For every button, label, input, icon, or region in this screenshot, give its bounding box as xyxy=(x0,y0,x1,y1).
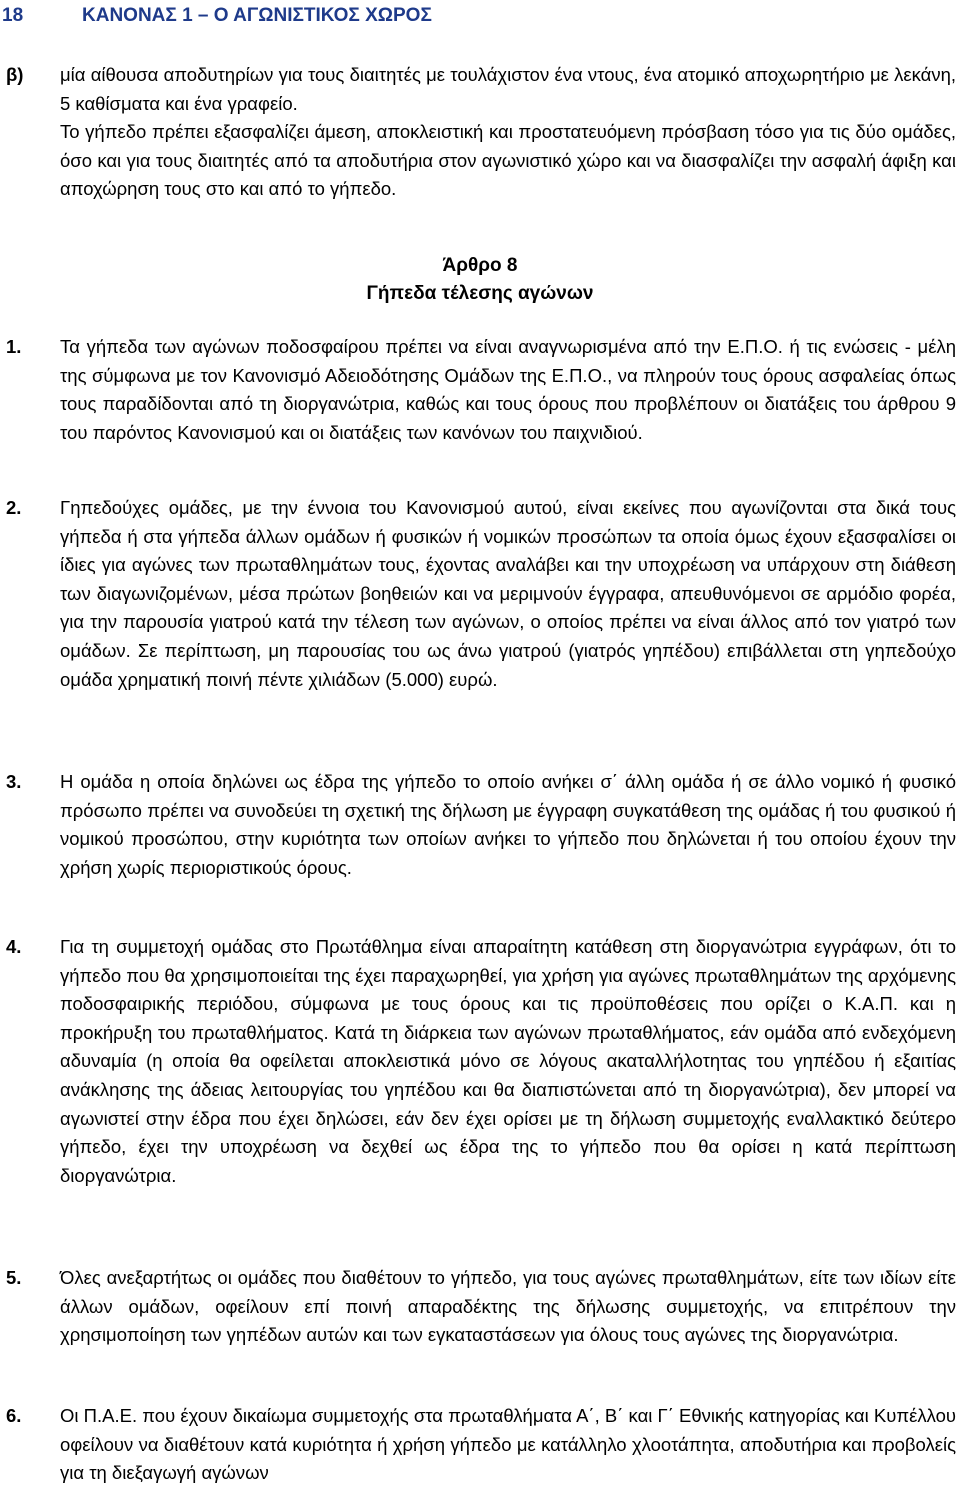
item-text: Τα γήπεδα των αγώνων ποδοσφαίρου πρέπει να είναι αναγνωρισμένα από την Ε.Π.Ο. ή τις ενώσεις - μέλη της σύμφωνα με τον Κανονισμό Αδειοδότησης Ομάδων της Ε.Π.Ο., να πληρούν τους όρους ασφαλείας όπως τους παραδίδονται από τη διοργανώτρια, καθώς και τους όρους που προβλέπουν οι διατάξεις του άρθρου 9 του παρόντος Κανονισμού και οι διατάξεις των κανόνων του παιχνιδιού. xyxy=(60,336,956,443)
item-number: 3. xyxy=(6,771,22,792)
item-label: β) xyxy=(6,64,24,85)
page-number: 18 xyxy=(2,5,24,26)
item-number: 1. xyxy=(6,336,22,357)
item-text: Όλες ανεξαρτήτως οι ομάδες που διαθέτουν το γήπεδο, για τους αγώνες πρωταθλημάτων, είτε των ιδίων είτε άλλων ομάδων, οφείλουν επί ποινή απαραδέκτης της δήλωσης συμμετοχής, να επιτρέπουν την χρησιμοποίηση των γηπέδων αυτών και των εγκαταστάσεων για όλους τους αγώνες της διοργανώτρια. xyxy=(60,1267,956,1346)
item-text: Για τη συμμετοχή ομάδας στο Πρωτάθλημα είναι απαραίτητη κατάθεση στη διοργανώτρια εγγράφων, ότι το γήπεδο που θα χρησιμοποιείται της έχει παραχωρηθεί, για χρήση για αγώνες πρωταθλημάτων της αρχόμενης ποδοσφαιρικής περιόδου, σύμφωνα με τους όρους και τις προϋποθέσεις που ορίζει ο Κ.Α.Π. και η προκήρυξη του πρωταθλήματος. Κατά τη διάρκεια των αγώνων πρωταθλήματος, εάν ομάδα από ενδεχόμενη αδυναμία (η οποία θα οφείλεται αποκλειστικά μόνο σε λόγους ακαταλλήλοτητας του γηπέδου ή εξαιτίας ανάκλησης της άδειας λειτουργίας του γηπέδου και θα διαπιστώνεται από τη διοργανώτρια), δεν μπορεί να αγωνιστεί στην έδρα που έχει δηλώσει, εάν δεν έχει ορίσει με τη δήλωση συμμετοχής εναλλακτικό δεύτερο γήπεδο, έχει την υποχρέωση να δεχθεί ως έδρα της το γήπεδο που θα ορίσει η κατά περίπτωση διοργανώτρια. xyxy=(60,936,956,1186)
item-number: 6. xyxy=(6,1405,22,1426)
article-number: Άρθρο 8 xyxy=(442,255,518,276)
item-text: Οι Π.Α.Ε. που έχουν δικαίωμα συμμετοχής στα πρωταθλήματα Α΄, Β΄ και Γ΄ Εθνικής κατηγορίας και Κυπέλλου οφείλουν να διαθέτουν κατά κυριότητα ή χρήση γήπεδο με κατάλληλο χλοοτάπητα, αποδυτήρια και προβολείς για τη διεξαγωγή αγώνων xyxy=(60,1405,956,1484)
item-text: Γηπεδούχες ομάδες, με την έννοια του Κανονισμού αυτού, είναι εκείνες που αγωνίζονται στα δικά τους γήπεδα ή στα γήπεδα άλλων ομάδων ή φυσικών ή νομικών προσώπων τα οποία όμως έχουν εξασφαλίσει οι ίδιες για αγώνες των πρωταθλημάτων τους, έχοντας αναλάβει και την υποχρέωση να υπάρχουν στη διάθεση των διαγωνιζομένων, μέσα πρώτων βοηθειών και να μεριμνούν έγγραφα, απευθυνόμενοι σε αρμόδιο φορέα, για την παρουσία γιατρού κατά την τέλεση των αγώνων, ο οποίος πρέπει να είναι άλλος από τον γιατρό των ομάδων. Σε περίπτωση, μη παρουσίας του ως άνω γιατρού (γιατρός γηπέδου) επιβάλλεται στη γηπεδούχο ομάδα χρηματική ποινή πέντε χιλιάδων (5.000) ευρώ. xyxy=(60,497,956,690)
article-title: Γήπεδα τέλεσης αγώνων xyxy=(366,283,594,304)
list-item-b xyxy=(6,61,956,119)
item-text: Η ομάδα η οποία δηλώνει ως έδρα της γήπεδο το οποίο ανήκει σ΄ άλλη ομάδα ή σε άλλο νομικό ή φυσικό πρόσωπο πρέπει να συνοδεύει τη σχετική της δήλωση με έγγραφη συγκατάθεση της ομάδας ή του φυσικού ή νομικού προσώπου, στην κυριότητα των οποίων ανήκει το γήπεδο που δηλώνεται ή του οποίου έχουν την χρήση χωρίς περιοριστικούς όρους. xyxy=(60,771,956,878)
item-number: 2. xyxy=(6,497,22,518)
page-header xyxy=(2,5,942,31)
item-number: 5. xyxy=(6,1267,22,1288)
running-title: ΚΑΝΟΝΑΣ 1 – Ο ΑΓΩΝΙΣΤΙΚΟΣ ΧΩΡΟΣ xyxy=(82,5,432,26)
item-number: 4. xyxy=(6,936,22,957)
item-text: μία αίθουσα αποδυτηρίων για τους διαιτητές με τουλάχιστον ένα ντους, ένα ατομικό αποχωρητήριο με λεκάνη, 5 καθίσματα και ένα γραφείο. xyxy=(60,64,956,114)
access-paragraph: Το γήπεδο πρέπει εξασφαλίζει άμεση, αποκλειστική και προστατευόμενη πρόσβαση τόσο για τις δύο ομάδες, όσο και για τους διαιτητές από τα αποδυτήρια στον αγωνιστικό χώρο και να διασφαλίζει την ασφαλή άφιξη και αποχώρηση τους στο και από το γήπεδο. xyxy=(60,121,956,200)
